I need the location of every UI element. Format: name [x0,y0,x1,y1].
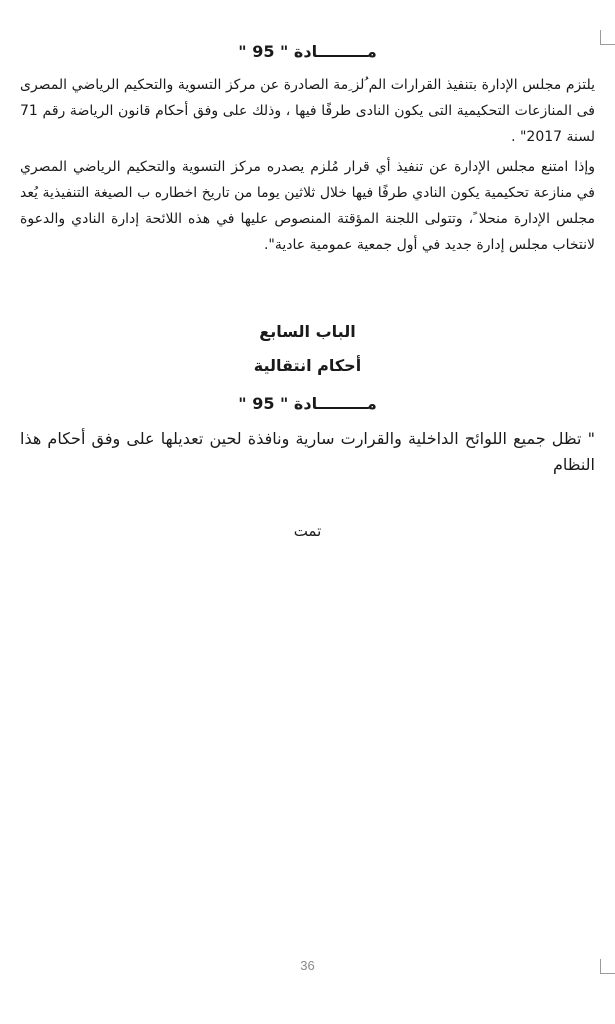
article-paragraph: يلتزم مجلس الإدارة بتنفيذ القرارات الم ُلز ِمة الصادرة عن مركز التسوية والتحكيم الرياضي المصرى فى المنازعات التحكيمية التى يكون النادى طرفًا فيها ، وذلك على وفق أحكام قانون الرياضة رقم 71 لسنة 2017" . [20,77,595,145]
chapter-title: الباب السابع [259,322,356,341]
chapter-subtitle: أحكام انتقالية [253,356,362,375]
article-paragraph: وإذا امتنع مجلس الإدارة عن تنفيذ أي قرار مُلزم يصدره مركز التسوية والتحكيم الرياضي المصري في منازعة تحكيمية يكون النادي طرفًا فيها خلال ثلاثين يوما من تاريخ اخطاره ب الصيغة التنفيذية يُعد مجلس الإدارة منحلا ً، وتتولى اللجنة المؤقتة المنصوص عليها في هذه اللائحة إدارة النادي والدعوة لانتخاب مجلس إدارة جديد في أول جمعية عمومية عادية". [20,159,595,253]
article-heading: مـــــــــادة " 95 " [238,42,377,61]
closing-word: تمت [293,522,322,540]
article-paragraph: " تظل جميع اللوائح الداخلية والقرارت سارية ونافذة لحين تعديلها على وفق أحكام هذا النظام [20,429,595,474]
page-number: 36 [300,958,315,973]
article-heading: مـــــــــادة " 95 " [238,394,377,413]
